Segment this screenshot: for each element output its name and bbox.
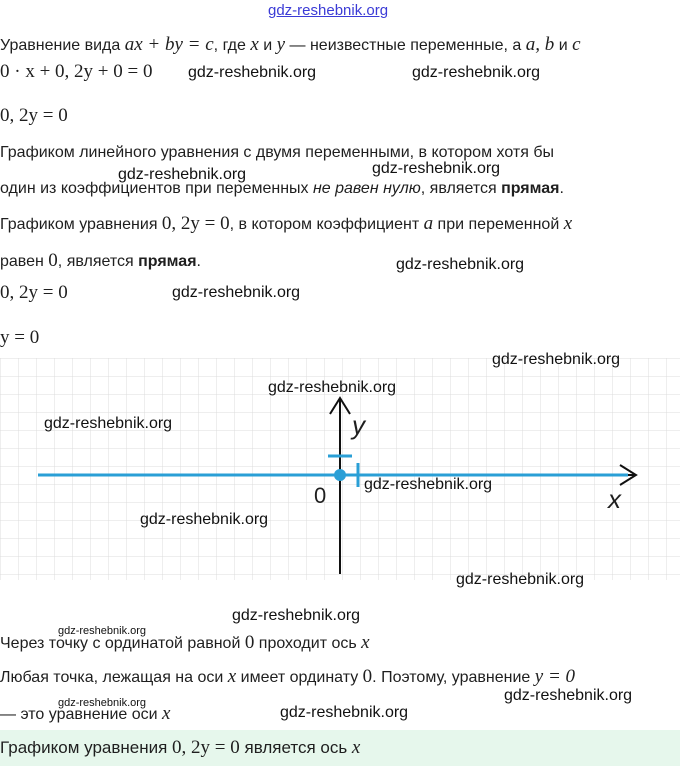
watermark: gdz-reshebnik.org bbox=[140, 511, 269, 528]
watermark: gdz-reshebnik.org bbox=[58, 625, 147, 637]
watermark: gdz-reshebnik.org bbox=[504, 687, 633, 704]
watermark-link[interactable]: gdz-reshebnik.org bbox=[268, 2, 389, 19]
watermark: gdz-reshebnik.org bbox=[188, 64, 317, 81]
equation-step-b: y = 0 bbox=[0, 327, 40, 348]
definition-line-1: Графиком линейного уравнения с двумя переменными, в котором хотя бы bbox=[0, 144, 554, 161]
watermark: gdz-reshebnik.org bbox=[44, 415, 173, 432]
watermark: gdz-reshebnik.org bbox=[456, 571, 585, 588]
watermark: gdz-reshebnik.org bbox=[280, 704, 409, 721]
origin-point bbox=[334, 469, 346, 481]
intro-line: Уравнение вида ax + by = c, где x и y — неизвестные переменные, а a, b и c bbox=[0, 34, 581, 55]
equation-simplified: 0, 2y = 0 bbox=[0, 105, 68, 126]
watermark: gdz-reshebnik.org bbox=[396, 256, 525, 273]
axis-statement: Через точку с ординатой равной 0 проходит ось x bbox=[0, 632, 370, 653]
equation-step-a: 0, 2y = 0 bbox=[0, 282, 68, 303]
y-axis-label: y bbox=[352, 410, 365, 440]
watermark: gdz-reshebnik.org bbox=[364, 476, 493, 493]
graph-statement-line-2: равен 0, является прямая. bbox=[0, 250, 201, 271]
graph-statement-line-1: Графиком уравнения 0, 2y = 0, в котором коэффициент a при переменной x bbox=[0, 213, 573, 234]
watermark: gdz-reshebnik.org bbox=[118, 166, 247, 183]
watermark: gdz-reshebnik.org bbox=[232, 607, 361, 624]
origin-label: 0 bbox=[314, 483, 327, 508]
x-axis-label: x bbox=[608, 484, 621, 514]
watermark: gdz-reshebnik.org bbox=[372, 160, 501, 177]
watermark: gdz-reshebnik.org bbox=[58, 697, 147, 709]
definition-line-2: один из коэффициентов при переменных не равен нулю, является прямая. bbox=[0, 180, 564, 197]
watermark: gdz-reshebnik.org bbox=[492, 351, 621, 368]
watermark: gdz-reshebnik.org bbox=[412, 64, 541, 81]
conclusion-text: Графиком уравнения 0, 2y = 0 является ось x bbox=[0, 737, 361, 758]
axis-equation-statement: — это уравнение оси x bbox=[0, 703, 171, 724]
watermark: gdz-reshebnik.org bbox=[172, 284, 301, 301]
ordinate-statement: Любая точка, лежащая на оси x имеет ординату 0. Поэтому, уравнение y = 0 bbox=[0, 666, 576, 687]
equation-expanded: 0 · x + 0, 2y + 0 = 0 bbox=[0, 61, 153, 82]
watermark: gdz-reshebnik.org bbox=[268, 379, 397, 396]
